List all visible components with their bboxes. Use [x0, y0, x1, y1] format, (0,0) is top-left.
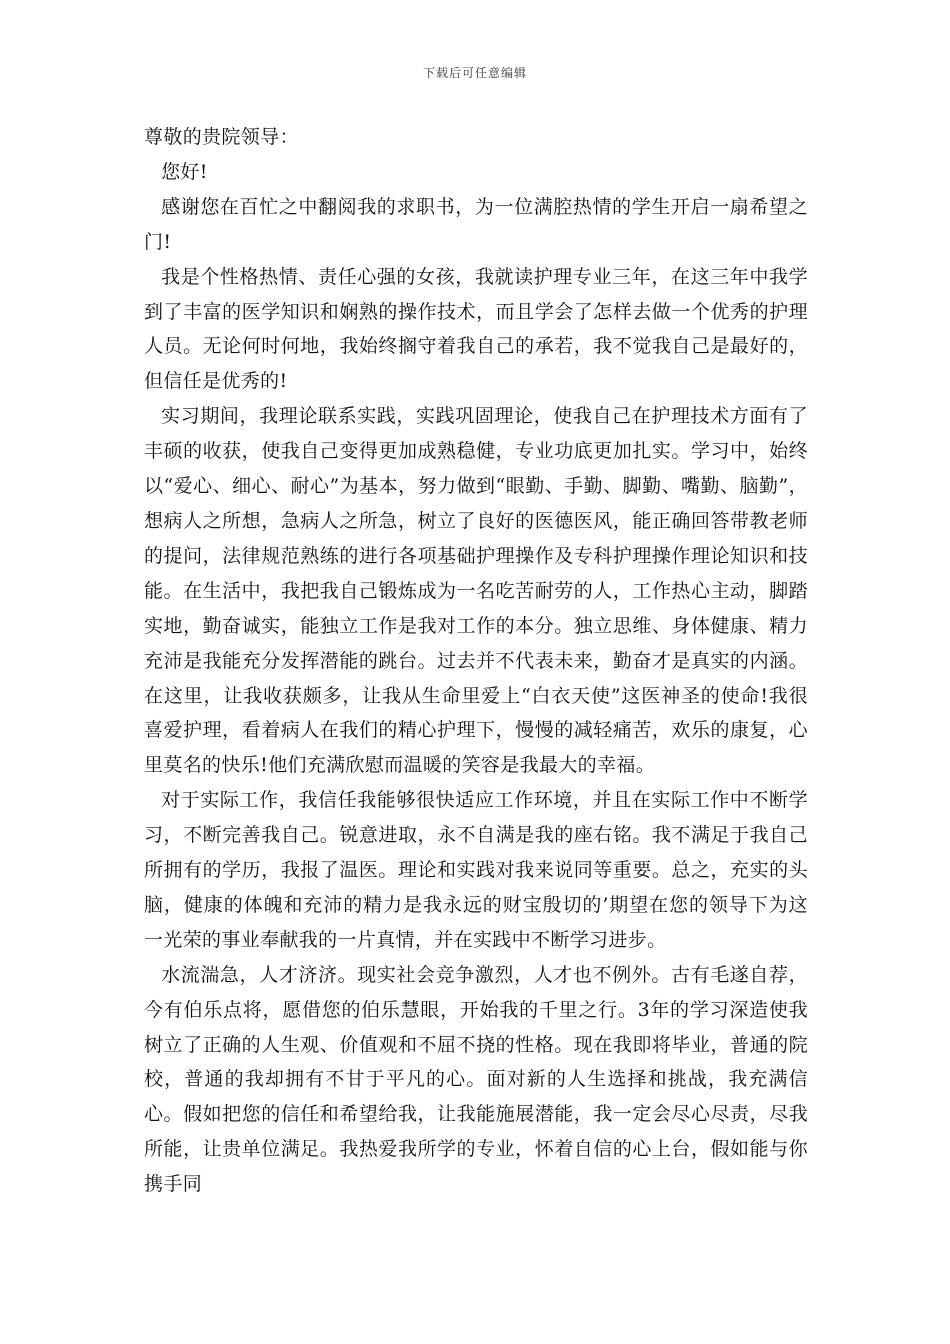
greeting: 您好!	[161, 160, 208, 183]
salutation: 尊敬的贵院领导：	[144, 126, 299, 148]
paragraph-work-attitude: 对于实际工作，我信任我能够很快适应工作环境，并且在实际工作中不断学习，不断完善我自己。锐意进取，永不自满是我的座右铭。我不满足于我自己所拥有的学历，我报了温医。理论和实践对我来说同等重要。总之，充实的头脑，健康的体魄和充沛的精力是我永远的财宝殷切的’期望在您的领导下为这一光荣的事业奉献我的一片真情，并在实践中不断学习进步。	[144, 789, 808, 951]
letter-body	[144, 120, 808, 1202]
paragraph-introduction: 我是个性格热情、责任心强的女孩，我就读护理专业三年，在这三年中我学到了丰富的医学知识和娴熟的操作技术，而且学会了怎样去做一个优秀的护理人员。无论何时何地，我始终搁守着我自己的承若，我不觉我自己是最好的，但信任是优秀的!	[144, 265, 808, 393]
paragraph-closing: 水流湍急，人才济济。现实社会竞争激烈，人才也不例外。古有毛遂自荐，今有伯乐点将，愿借您的伯乐慧眼，开始我的千里之行。3年的学习深造使我树立了正确的人生观、价值观和不屈不挠的性格。现在我即将毕业，普通的院校，普通的我却拥有不甘于平凡的心。面对新的人生选择和挑战，我充满信心。假如把您的信任和希望给我，让我能施展潜能，我一定会尽心尽责，尽我所能，让贵单位满足。我热爱我所学的专业，怀着自信的心上台，假如能与你携手同	[144, 963, 808, 1196]
paragraph-thanks: 感谢您在百忙之中翻阅我的求职书，为一位满腔热情的学生开启一扇希望之门!	[144, 195, 808, 253]
page-header-note: 下载后可任意编辑	[422, 66, 527, 80]
paragraph-internship: 实习期间，我理论联系实践，实践巩固理论，使我自己在护理技术方面有了丰硕的收获，使我自己变得更加成熟稳健，专业功底更加扎实。学习中，始终以“爱心、细心、耐心”为基本，努力做到“眼勤、手勤、脚勤、嘴勤、脑勤”，想病人之所想，急病人之所急，树立了良好的医德医风，能正确回答带教老师的提问，法律规范熟练的进行各项基础护理操作及专科护理操作理论知识和技能。在生活中，我把我自己锻炼成为一名吃苦耐劳的人，工作热心主动，脚踏实地，勤奋诚实，能独立工作是我对工作的本分。独立思维、身体健康、精力充沛是我能充分发挥潜能的跳台。过去并不代表未来，勤奋才是真实的内涵。在这里，让我收获颇多，让我从生命里爱上“白衣天使”这医神圣的使命!我很喜爱护理，看着病人在我们的精心护理下，慢慢的减轻痛苦，欢乐的康复，心里莫名的快乐!他们充满欣慰而温暖的笑容是我最大的幸福。	[144, 405, 808, 777]
